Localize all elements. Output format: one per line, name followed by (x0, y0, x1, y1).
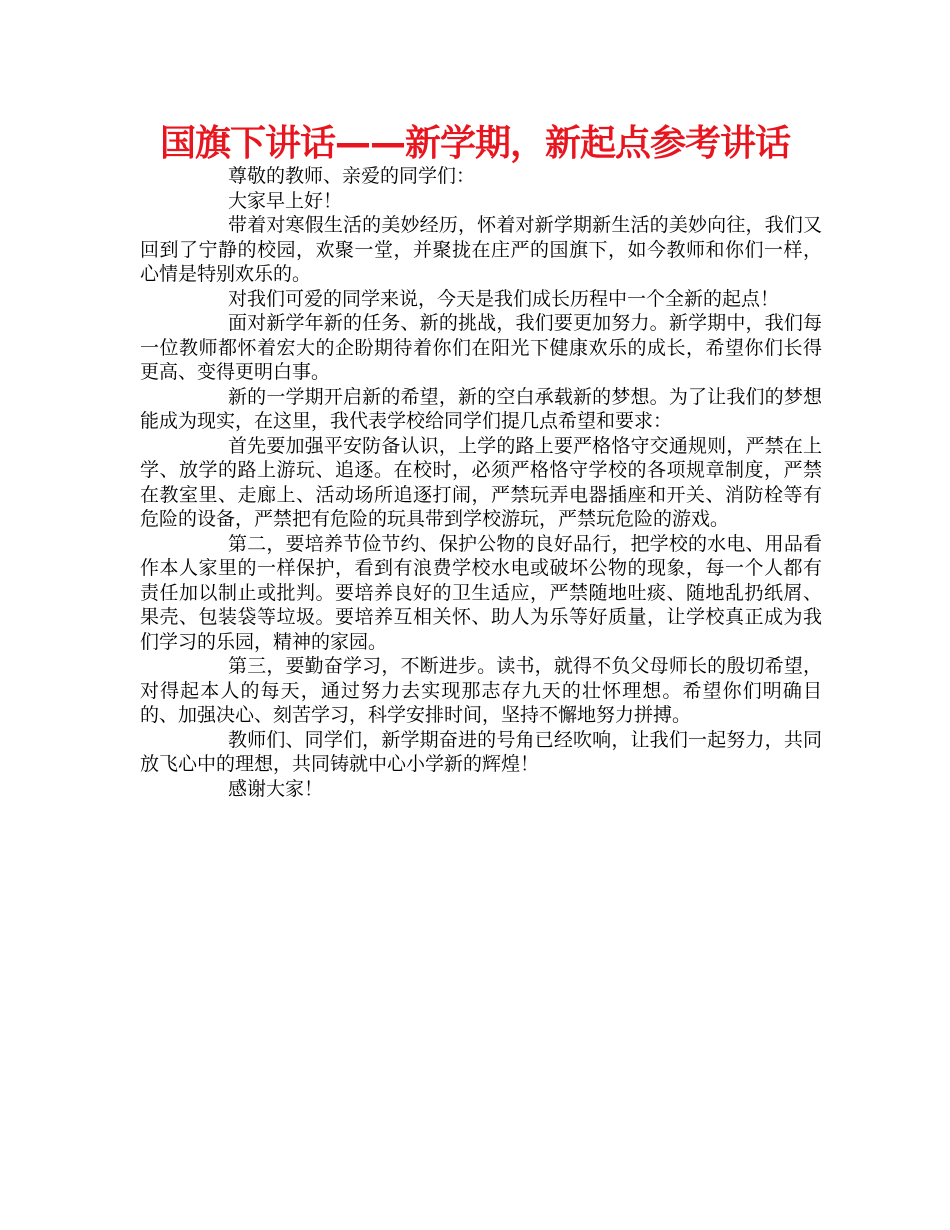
paragraph-greeting: 尊敬的教师、亲爱的同学们： (228, 165, 476, 187)
paragraph-thanks: 感谢大家！ (228, 777, 324, 800)
speech-body (140, 164, 822, 801)
paragraph-closing: 教师们、同学们，新学期奋进的号角已经吹响，让我们一起努力，共同放飞心中的理想，共同铸就中心小学新的辉煌！ (140, 728, 822, 775)
document-title: 国旗下讲话——新学期，新起点参考讲话 (159, 123, 790, 164)
paragraph-good-morning: 大家早上好！ (228, 189, 343, 212)
paragraph-return-to-school: 带着对寒假生活的美妙经历，怀着对新学期新生活的美妙向往，我们又回到了宁静的校园，欢聚一堂，并聚拢在庄严的国旗下，如今教师和你们一样，心情是特别欢乐的。 (140, 214, 822, 285)
paragraph-hopes-intro: 新的一学期开启新的希望，新的空白承载新的梦想。为了让我们的梦想能成为现实，在这里，我代表学校给同学们提几点希望和要求： (140, 385, 822, 432)
paragraph-new-starting-point: 对我们可爱的同学来说，今天是我们成长历程中一个全新的起点！ (228, 287, 780, 310)
paragraph-thrift: 第二，要培养节俭节约、保护公物的良好品行，把学校的水电、用品看作本人家里的一样保护，看到有浪费学校水电或破坏公物的现象，每一个人都有责任加以制止或批判。要培养良好的卫生适应，严禁随地吐痰、随地乱扔纸屑、果壳、包装袋等垃圾。要培养互相关怀、助人为乐等好质量，让学校真正成为我们学习的乐园，精神的家园。 (140, 532, 822, 653)
paragraph-safety: 首先要加强平安防备认识，上学的路上要严格恪守交通规则，严禁在上学、放学的路上游玩、追逐。在校时，必须严格恪守学校的各项规章制度，严禁在教室里、走廊上、活动场所追逐打闹，严禁玩弄电器插座和开关、消防栓等有危险的设备，严禁把有危险的玩具带到学校游玩，严禁玩危险的游戏。 (140, 434, 822, 530)
paragraph-study: 第三，要勤奋学习，不断进步。读书，就得不负父母师长的殷切希望，对得起本人的每天，通过努力去实现那志存九天的壮怀理想。希望你们明确目的、加强决心、刻苦学习，科学安排时间，坚持不懈地努力拼搏。 (140, 655, 822, 726)
paragraph-new-challenges: 面对新学年新的任务、新的挑战，我们要更加努力。新学期中，我们每一位教师都怀着宏大的企盼期待着你们在阳光下健康欢乐的成长，希望你们长得更高、变得更明白事。 (140, 312, 822, 383)
